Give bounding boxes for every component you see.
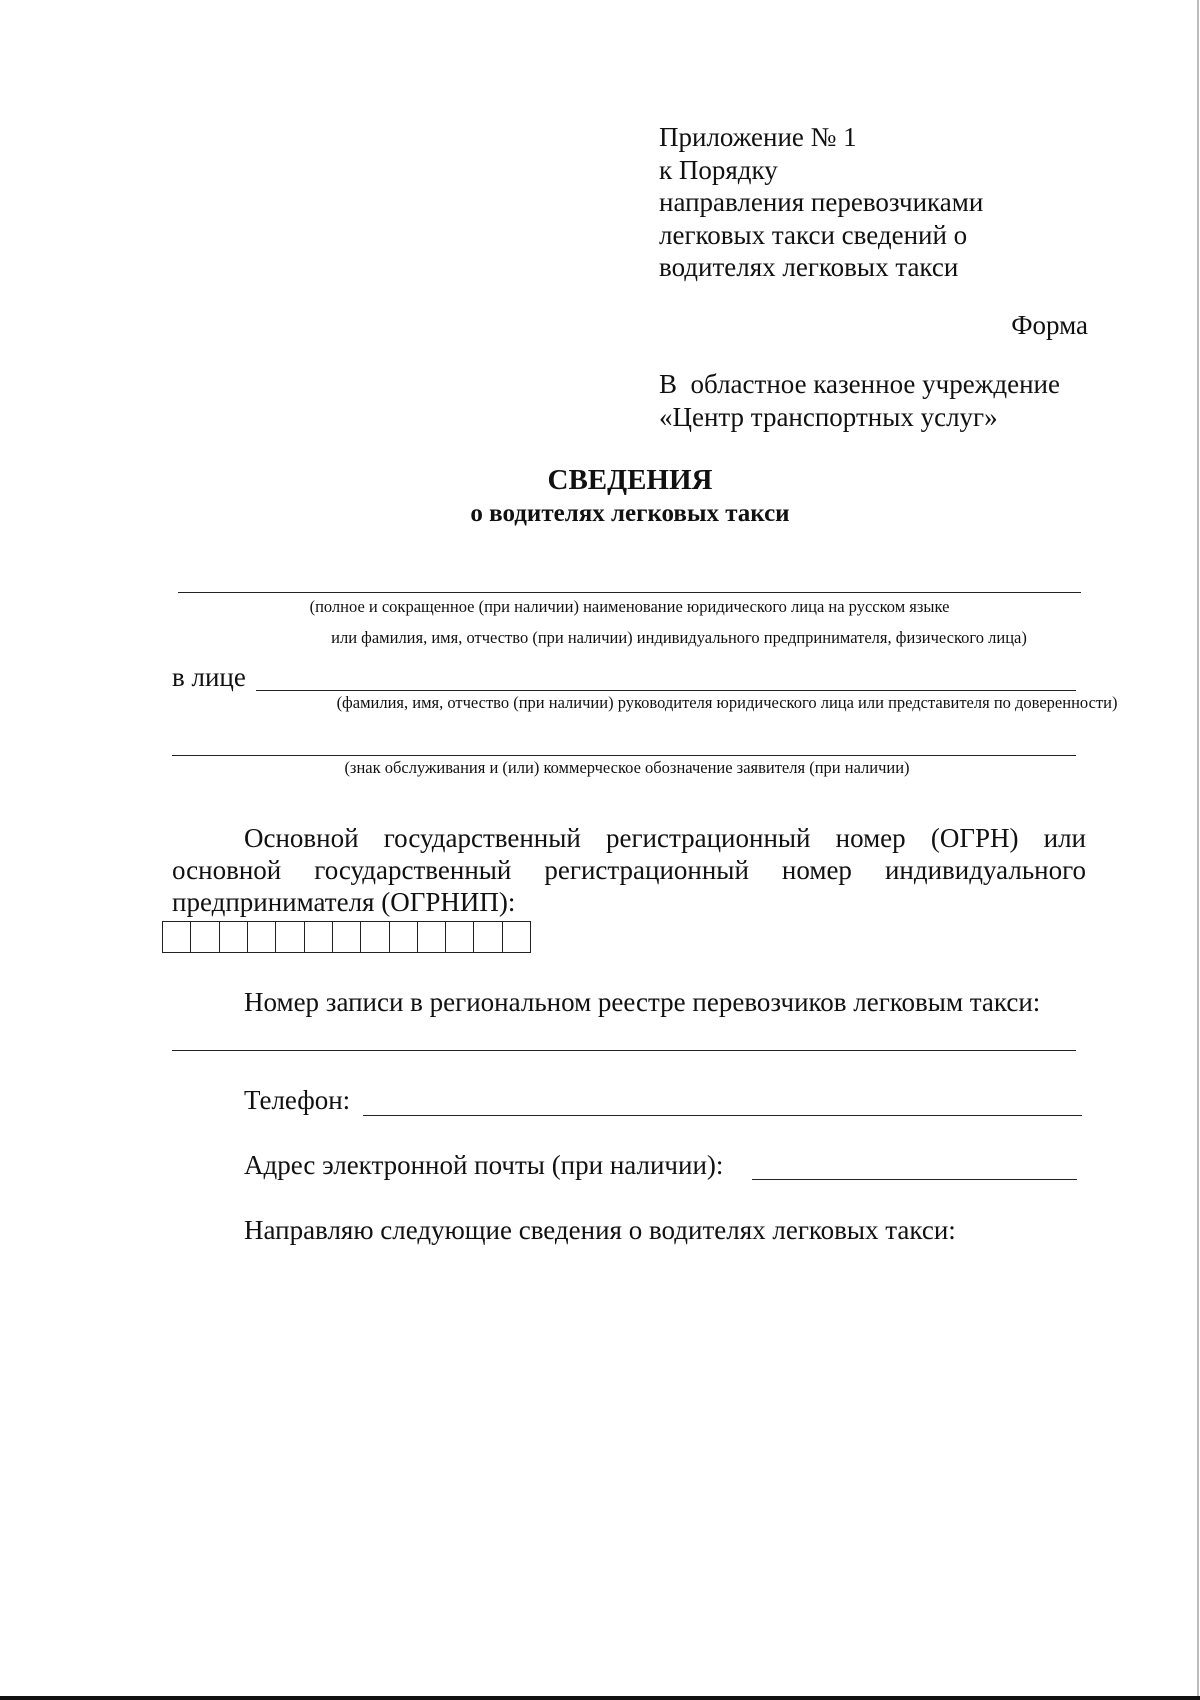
- ogrn-digit-cell[interactable]: [503, 922, 530, 952]
- ogrn-digit-cell[interactable]: [446, 922, 474, 952]
- phone-field[interactable]: [363, 1115, 1082, 1116]
- applicant-caption-1: (полное и сокращенное (при наличии) наименование юридического лица на русском языке: [309, 597, 950, 616]
- annex-line: водителях легковых такси: [659, 252, 959, 282]
- annex-line: к Порядку: [659, 154, 778, 185]
- applicant-caption-2: или фамилия, имя, отчество (при наличии) индивидуального предпринимателя, физического лица): [331, 628, 1027, 647]
- represented-by-field[interactable]: [256, 690, 1076, 691]
- ogrn-digit-cell[interactable]: [333, 922, 361, 952]
- annex-line: легковых такси сведений о: [659, 219, 968, 250]
- ogrn-digit-cell[interactable]: [163, 922, 191, 952]
- annex-block: [659, 121, 1059, 284]
- page-right-border: [1197, 0, 1199, 1700]
- addressee-line-2: «Центр транспортных услуг»: [659, 401, 998, 432]
- email-field[interactable]: [752, 1179, 1077, 1180]
- page-bottom-border: [0, 1696, 1200, 1700]
- represented-by-label: в лице: [172, 662, 246, 692]
- ogrn-digit-cell[interactable]: [418, 922, 446, 952]
- represented-by-caption: (фамилия, имя, отчество (при наличии) руководителя юридического лица или представителя по доверенности): [336, 693, 1118, 712]
- form-label: Форма: [1011, 310, 1088, 340]
- addressee-line-1: В областное казенное учреждение: [659, 369, 1060, 399]
- registry-label: Номер записи в региональном реестре перевозчиков легковым такси:: [244, 987, 1041, 1017]
- ogrn-digit-cell[interactable]: [248, 922, 276, 952]
- ogrn-digit-cell[interactable]: [220, 922, 248, 952]
- ogrn-input-boxes[interactable]: [162, 921, 531, 953]
- trademark-field[interactable]: [172, 755, 1076, 756]
- annex-line: Приложение № 1: [659, 122, 857, 152]
- ogrn-paragraph: Основной государственный регистрационный номер (ОГРН) или основной государственный регистрационный номер индивидуального предпринимателя (ОГРНИП):: [172, 823, 1086, 917]
- closing-statement: Направляю следующие сведения о водителях легковых такси:: [244, 1215, 956, 1245]
- trademark-caption: (знак обслуживания и (или) коммерческое обозначение заявителя (при наличии): [344, 758, 910, 777]
- ogrn-digit-cell[interactable]: [276, 922, 304, 952]
- ogrn-digit-cell[interactable]: [305, 922, 333, 952]
- email-label: Адрес электронной почты (при наличии):: [244, 1150, 724, 1180]
- annex-line: направления перевозчиками: [659, 187, 984, 217]
- addressee-block: [659, 368, 1060, 433]
- document-title: СВЕДЕНИЯ: [547, 464, 713, 496]
- document-subtitle: о водителях легковых такси: [470, 500, 790, 527]
- applicant-name-field[interactable]: [178, 592, 1081, 593]
- phone-label: Телефон:: [244, 1085, 351, 1115]
- ogrn-digit-cell[interactable]: [191, 922, 219, 952]
- registry-number-field[interactable]: [172, 1050, 1076, 1051]
- ogrn-digit-cell[interactable]: [361, 922, 389, 952]
- ogrn-digit-cell[interactable]: [390, 922, 418, 952]
- ogrn-digit-cell[interactable]: [474, 922, 502, 952]
